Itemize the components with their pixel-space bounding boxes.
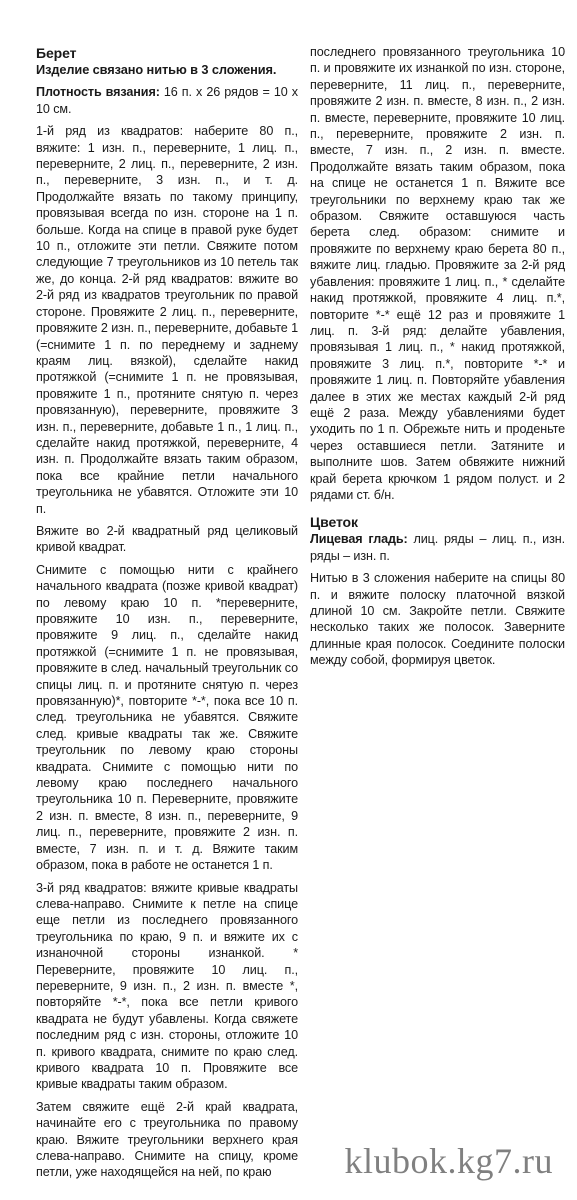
yarn-note: Изделие связано нитью в 3 сложения. <box>36 62 277 77</box>
paragraph-row1: 1-й ряд из квадратов: наберите 80 п., вяжите: 1 изн. п., переверните, 1 лиц. п., переверните, 2 лиц. п., переверните, 2 изн. п., переверните, 3 изн. п., и т. д. Продолжайте вязать по такому принципу, провязывая всегда по изн. стороне на 1 п. больше. Когда на спице в правой руке будет 10 п., отложите эти петли. Свяжите потом следующие 7 треугольников из 10 петель так же, до конца. 2-й ряд квадратов: вяжите во 2-й ряд из квадратов треугольник по правой стороне. Провяжите 2 лиц. п., переверните, провяжите 2 изн. п., переверните, добавьте 1 (=снимите 1 п. по переднему и заднему краям лиц. вязкой), сделайте накид протяжкой (=снимите 1 п. не провязывая, провяжите 1 п., протяните снятую п. через провязанную), переверните, провяжите 3 изн. п., переверните, добавьте 1 п., 1 лиц. п., сделайте накид протяжкой, переверните, 4 изн. п. Продолжайте вязать таким образом, пока все крайние петли начального треугольника не убавятся. Отложите эти 10 п. <box>36 124 298 516</box>
paragraph-row3: 3-й ряд квадратов: вяжите кривые квадраты слева-направо. Снимите к петле на спице еще петли из последнего провязанного треугольника по краю, 9 п. и вяжите их с изнаночной стороны изнанкой. * Переверните, провяжите 10 лиц. п., переверните, 9 изн. п., 2 изн. п. вместе *, повторяйте *-*, пока все петли кривого квадрата не будут убавлены. Когда свяжете последним ряд с изн. стороны, отложите 10 п. кривого квадрата, снимите по краю след. кривого квадрата 10 п. Провяжите все кривые квадраты таким образом. <box>36 880 298 1092</box>
beret-title: Берет <box>36 45 77 61</box>
watermark: klubok.kg7.ru <box>344 1141 553 1181</box>
flower-title: Цветок <box>310 514 358 531</box>
paragraph-row2: Вяжите во 2-й квадратный ряд целиковый кривой квадрат. <box>36 523 298 555</box>
paragraph-crooked-square: Снимите с помощью нити с крайнего начального квадрата (позже кривой квадрат) по левому краю 10 п. *переверните, провяжите 10 изн. п., переверните, провяжите 9 лиц. п., сделайте накид протяжкой (=снимите 1 п. не провязывая, провяжите в след. начальный треугольник со спицы лиц. п. и протяните снятую п. через провязанную)*, повторите *-*, пока все 10 п. след. треугольника не убавятся. Свяжите след. кривые квадраты так же. Свяжите треугольник по левому краю стороны квадрата. Снимите с помощью нити по левому краю последнего начального треугольника 10 п. Переверните, провяжите 2 изн. п. вместе, 8 изн. п., переверните, 9 лиц. п., переверните, провяжите 2 изн. п. вместе, 7 изн. п. и т. д. Вяжите таким образом, пока в работе не останется 1 п. <box>36 562 298 873</box>
stitch-paragraph <box>310 531 565 564</box>
density-value: 16 п. х 26 рядов = 10 х 10 см. <box>36 85 299 116</box>
stitch-label: Лицевая гладь: <box>310 532 408 547</box>
stitch-value: лиц. ряды – лиц. п., изн. ряды – изн. п. <box>310 532 565 563</box>
paragraph-flower: Нитью в 3 сложения наберите на спицы 80 п. и вяжите полоску платочной вязкой длиной 10 см. Закройте петли. Свяжите несколько таких же полосок. Заверните длинные края полосок. Соедините полоски между собой, формируя цветок. <box>310 571 565 668</box>
paragraph-top-triangles: последнего провязанного треугольника 10 п. и провяжите их изнанкой по изн. стороне, переверните, 11 лиц. п., переверните, провяжите 2 изн. п. вместе, 8 изн. п., 2 изн. п. вместе, переверните, провяжите 10 лиц. п., переверните, провяжите 2 изн. п. вместе, 7 изн. п., 2 изн. п. вместе. Продолжайте вязать таким образом, пока на спице не останется 1 п. Вяжите все треугольники по верхнему краю так же образом. Свяжите оставшуюся часть берета след. образом: снимите и провяжите по верхнему краю берета 80 п., вяжите лиц. гладью. Провяжите за 2-й ряд убавления: провяжите 1 лиц. п., * сделайте накид протяжкой, провяжите 4 лиц. п.*, повторите *-* ещё 12 раз и провяжите 1 лиц. п. 3-й ряд: делайте убавления, провязывая 1 лиц. п., * накид протяжкой, провяжите 3 лиц. п.*, повторите *-* и провяжите 1 лиц. п. Повторяйте убавления далее в этих же местах каждый 2-й ряд ещё 2 раза. Между убавлениями будет уходить по 1 п. Обрежьте нить и проденьте через оставшиеся петли. Затяните и выполните шов. Затем обвяжите нижний край берета крючком 1 рядом полуст. и 2 рядами ст. б/н. <box>310 45 565 502</box>
density-label: Плотность вязания: <box>36 85 160 100</box>
left-column <box>36 44 298 1187</box>
density-paragraph <box>36 84 298 117</box>
paragraph-edge: Затем свяжите ещё 2-й край квадрата, начинайте его с треугольника по правому краю. Вяжите треугольники верхнего края слева-направо. Снимите на спицу, кроме петли, уже находящейся на ней, по краю <box>36 1099 298 1180</box>
right-column <box>310 44 565 675</box>
